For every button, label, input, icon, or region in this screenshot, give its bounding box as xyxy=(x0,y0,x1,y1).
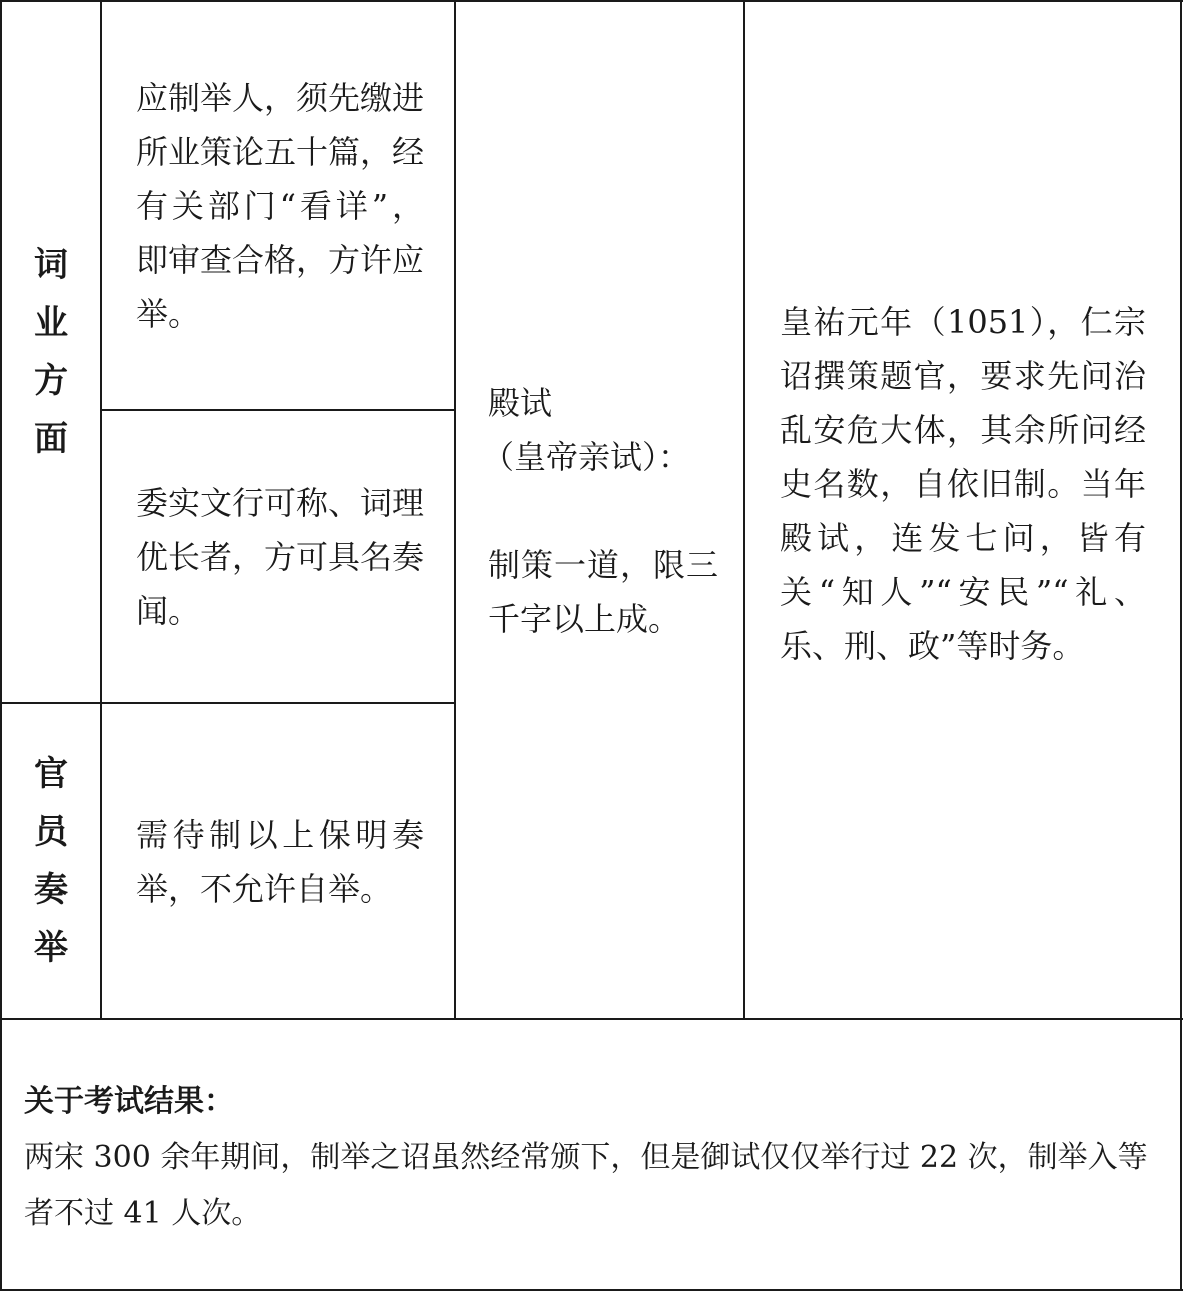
row-label-char: 业 xyxy=(34,303,68,343)
row-label-char: 面 xyxy=(34,419,68,459)
table-divider-col2 xyxy=(454,0,456,1019)
exam-cell xyxy=(482,376,718,646)
requirement-works-submission: 应制举人，须先缴进所业策论五十篇，经有关部门“看详”，即审查合格，方许应举。 xyxy=(136,79,425,333)
row-label-char: 词 xyxy=(34,245,68,285)
table-border-right xyxy=(1180,0,1182,1291)
example-text: 皇祐元年（1051），仁宗诏撰策题官，要求先问治乱安危大体，其余所问经史名数，自依旧制。当年殿试，连发七问，皆有关“知人”“安民”“礼、乐、刑、政”等时务。 xyxy=(780,303,1146,665)
table-divider-col1 xyxy=(100,0,102,1019)
requirement-recommendation: 委实文行可称、词理优长者，方可具名奏闻。 xyxy=(136,484,425,630)
row-label-guanyuan xyxy=(2,704,100,1018)
exam-content: 制策一道，限三千字以上成。 xyxy=(488,546,718,638)
exam-title: 殿试 xyxy=(488,384,553,422)
exam-subtitle: （皇帝亲试）： xyxy=(482,438,691,476)
table-divider-req xyxy=(100,409,456,411)
table-border-bottom xyxy=(0,1289,1183,1291)
row-label-char: 员 xyxy=(34,812,68,852)
table-divider-result xyxy=(0,1018,1183,1020)
result-text: 两宋 300 余年期间，制举之诏虽然经常颁下，但是御试仅仅举行过 22 次，制举入等者不过 41 人次。 xyxy=(24,1140,1148,1231)
row-label-ciye xyxy=(2,2,100,702)
result-section xyxy=(24,1074,1160,1242)
row-label-char: 举 xyxy=(34,928,68,968)
row-label-char: 奏 xyxy=(34,870,68,910)
row-label-char: 官 xyxy=(34,754,68,794)
table-divider-col3 xyxy=(743,0,745,1019)
row-label-char: 方 xyxy=(34,361,68,401)
table-border-top xyxy=(0,0,1183,2)
requirement-official-nomination: 需待制以上保明奏举，不允许自举。 xyxy=(136,816,424,908)
result-title: 关于考试结果： xyxy=(24,1084,234,1119)
